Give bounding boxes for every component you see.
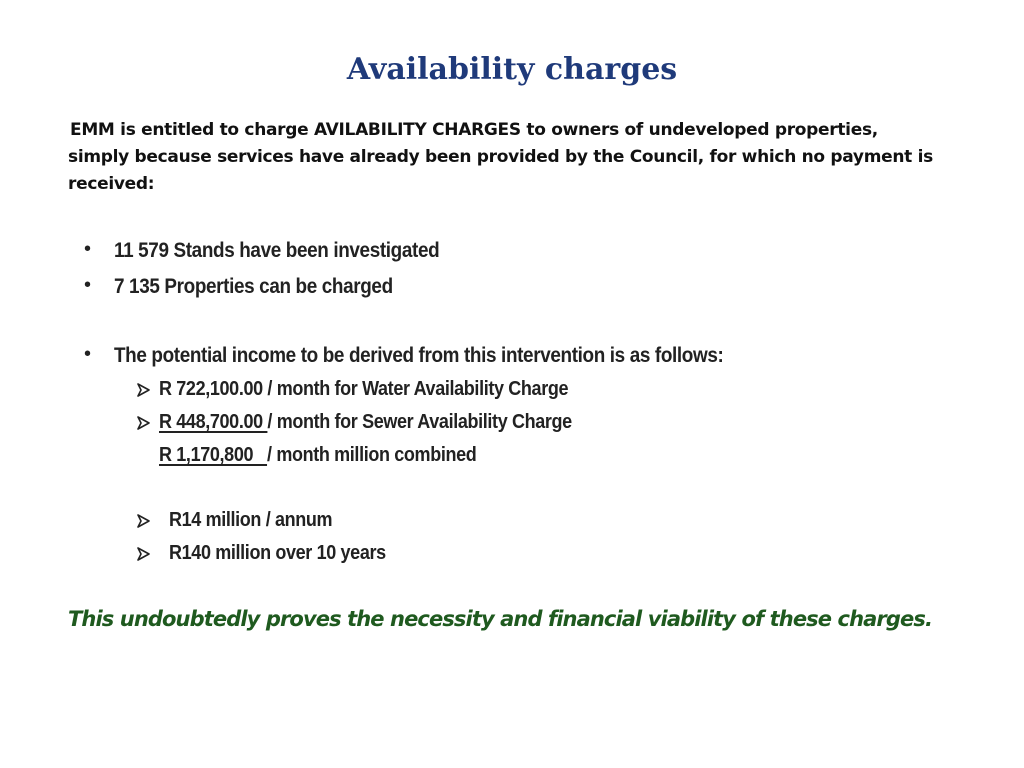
- bullet-properties: 7 135 Properties can be charged: [114, 275, 393, 298]
- arrow-bullet-icon: [136, 514, 150, 528]
- sewer-charge-line: [159, 411, 572, 434]
- bullet-income-heading: The potential income to be derived from this intervention is as follows:: [114, 344, 724, 367]
- intro-line-2: simply because services have already been provided by the Council, for which no payment is: [68, 147, 933, 167]
- intro-line-1: EMM is entitled to charge AVILABILITY CHARGES to owners of undeveloped properties,: [70, 120, 878, 140]
- sewer-charge-label: / month for Sewer Availability Charge: [267, 411, 572, 433]
- bullet-dot-icon: •: [84, 274, 92, 296]
- intro-line-3: received:: [68, 174, 155, 194]
- arrow-bullet-icon: [136, 547, 150, 561]
- bullet-dot-icon: •: [84, 238, 92, 260]
- combined-amount: R 1,170,800: [159, 444, 268, 466]
- annum-line: R14 million / annum: [169, 509, 333, 531]
- intro-paragraph: [68, 117, 1008, 198]
- arrow-bullet-icon: [136, 383, 150, 397]
- combined-charge-label: / month million combined: [267, 444, 477, 466]
- bullet-stands: 11 579 Stands have been investigated: [114, 239, 440, 262]
- water-charge-line: R 722,100.00 / month for Water Availability Charge: [159, 378, 569, 400]
- conclusion-statement: This undoubtedly proves the necessity and financial viability of these charges.: [68, 607, 933, 631]
- ten-years-line: R140 million over 10 years: [169, 542, 386, 564]
- sewer-amount: R 448,700.00: [159, 411, 268, 433]
- arrow-bullet-icon: [136, 416, 150, 430]
- combined-charge-line: [159, 444, 476, 467]
- bullet-dot-icon: •: [84, 343, 92, 365]
- slide-title: Availability charges: [346, 52, 678, 87]
